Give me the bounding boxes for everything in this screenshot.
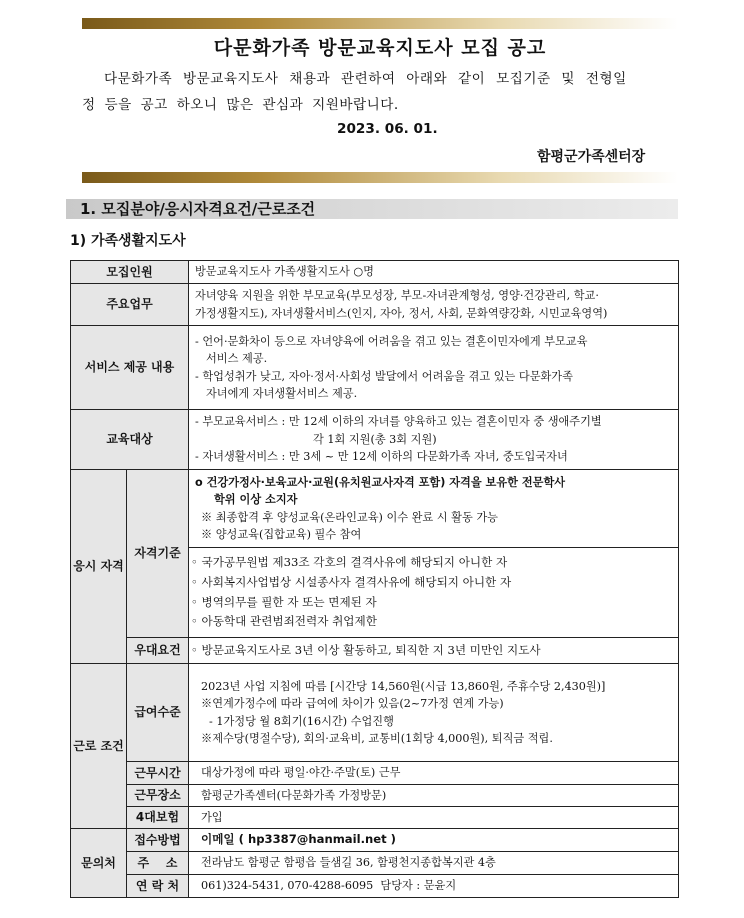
recruitment-table [70,260,679,898]
recruit-value: 방문교육지도사 가족생활지도사 ○명 [189,261,679,284]
intro-text-line-1: 다문화가족 방문교육지도사 채용과 관련하여 아래와 같이 모집기준 및 전형일 [104,71,627,87]
row-criteria-main [71,470,679,548]
service-label: 서비스 제공 내용 [71,326,189,410]
work-group-label: 근로 조건 [71,664,127,829]
criteria-label: 자격기준 [127,470,189,638]
service-item-1a: - 언어·문화차이 등으로 자녀양육에 어려움을 겪고 있는 결혼이민자에게 부모교육 [195,334,588,348]
salary-line-1: 2023년 사업 지침에 따름 [시간당 14,560원(시급 13,860원, 주휴수당 2,430원)] [201,679,606,693]
row-hours [71,762,679,785]
method-label: 접수방법 [127,829,189,852]
duties-line-1: 자녀양육 지원을 위한 부모교육(부모성장, 부모-자녀관계형성, 영양·건강관리, 학교· [195,289,599,303]
announcement-date: 2023. 06. 01. [337,121,438,137]
row-target [71,410,679,470]
bottom-decorative-bar [82,172,678,183]
row-place [71,785,679,807]
service-item-1b: 서비스 제공. [206,352,268,366]
section-heading: 1. 모집분야/응시자격요건/근로조건 [66,199,678,219]
service-value [189,326,679,410]
page-title: 다문화가족 방문교육지도사 모집 공고 [213,37,547,59]
qualification-group-label: 응시 자격 [71,470,127,664]
row-address [71,852,679,875]
criteria-main-a: o 건강가정사·보육교사·교원(유치원교사자격 포함) 자격을 보유한 전문학사 [195,475,566,489]
criteria-main-value [189,470,679,548]
salary-line-3: - 1가정당 월 8회기(16시간) 수업진행 [209,714,394,728]
criteria-note-1: ※ 최종합격 후 양성교육(온라인교육) 이수 완료 시 활동 가능 [201,510,498,524]
insurance-value: 가입 [189,807,679,829]
criteria-disqualification-value [189,548,679,638]
disqual-item-4: ◦ 아동학대 관련범죄전력자 취업제한 [191,614,377,629]
target-item-2: - 자녀생활서비스 : 만 3세 ~ 만 12세 이하의 다문화가족 자녀, 중도입국자녀 [195,450,568,464]
disqual-item-2: ◦ 사회복지사업법상 시설종사자 결격사유에 해당되지 아니한 자 [191,574,512,589]
hours-value: 대상가정에 따라 평일·야간·주말(토) 근무 [189,762,679,785]
recruit-label: 모집인원 [71,261,189,284]
target-value [189,410,679,470]
sub-heading: 1) 가족생활지도사 [70,233,186,249]
preference-label: 우대요건 [127,638,189,664]
target-item-1b: 각 1회 지원(총 3회 지원) [313,432,437,446]
service-item-2b: 자녀에게 자녀생활서비스 제공. [206,386,358,400]
hours-label: 근무시간 [127,762,189,785]
target-item-1a: - 부모교육서비스 : 만 12세 이하의 자녀를 양육하고 있는 결혼이민자 중 생애주기별 [195,415,602,429]
salary-value [189,664,679,762]
disqual-item-1: ◦ 국가공무원법 제33조 각호의 결격사유에 해당되지 아니한 자 [191,555,508,570]
preference-value: ◦ 방문교육지도사로 3년 이상 활동하고, 퇴직한 지 3년 미만인 지도사 [189,638,679,664]
insurance-label: 4대보험 [127,807,189,829]
row-phone [71,875,679,898]
address-value: 전라남도 함평군 함평읍 들샘길 36, 함평천지종합복지관 4층 [189,852,679,875]
address-label: 주 소 [127,852,189,875]
target-label: 교육대상 [71,410,189,470]
signer-name: 함평군가족센터장 [537,149,646,165]
salary-label: 급여수준 [127,664,189,762]
criteria-main-b: 학위 이상 소지자 [214,493,298,507]
duties-value [189,284,679,326]
contact-group-label: 문의처 [71,829,127,898]
salary-line-4: ※제수당(명절수당), 회의·교육비, 교통비(1회당 4,000원), 퇴직금 적립. [201,731,553,745]
top-decorative-bar [82,18,678,29]
row-insurance [71,807,679,829]
place-label: 근무장소 [127,785,189,807]
duties-line-2: 가정생활지도), 자녀생활서비스(인지, 자아, 정서, 사회, 문화역량강화, 시민교육영역) [195,306,608,320]
place-value: 함평군가족센터(다문화가족 가정방문) [189,785,679,807]
row-service [71,326,679,410]
phone-label: 연 락 처 [127,875,189,898]
phone-value: 061)324-5431, 070-4288-6095 담당자 : 문윤지 [189,875,679,898]
service-item-2a: - 학업성취가 낮고, 자아·정서·사회성 발달에서 어려움을 겪고 있는 다문화가족 [195,369,573,383]
criteria-note-2: ※ 양성교육(집합교육) 필수 참여 [201,527,362,541]
row-salary [71,664,679,762]
intro-text-line-2: 정 등을 공고 하오니 많은 관심과 지원바랍니다. [82,97,399,113]
row-preference [71,638,679,664]
row-duties [71,284,679,326]
duties-label: 주요업무 [71,284,189,326]
method-value: 이메일 ( hp3387@hanmail.net ) [189,829,679,852]
row-method [71,829,679,852]
disqual-item-3: ◦ 병역의무를 필한 자 또는 면제된 자 [191,594,377,609]
salary-line-2: ※연계가정수에 따라 급여에 차이가 있음(2~7가정 연계 가능) [201,697,504,711]
row-recruit [71,261,679,284]
